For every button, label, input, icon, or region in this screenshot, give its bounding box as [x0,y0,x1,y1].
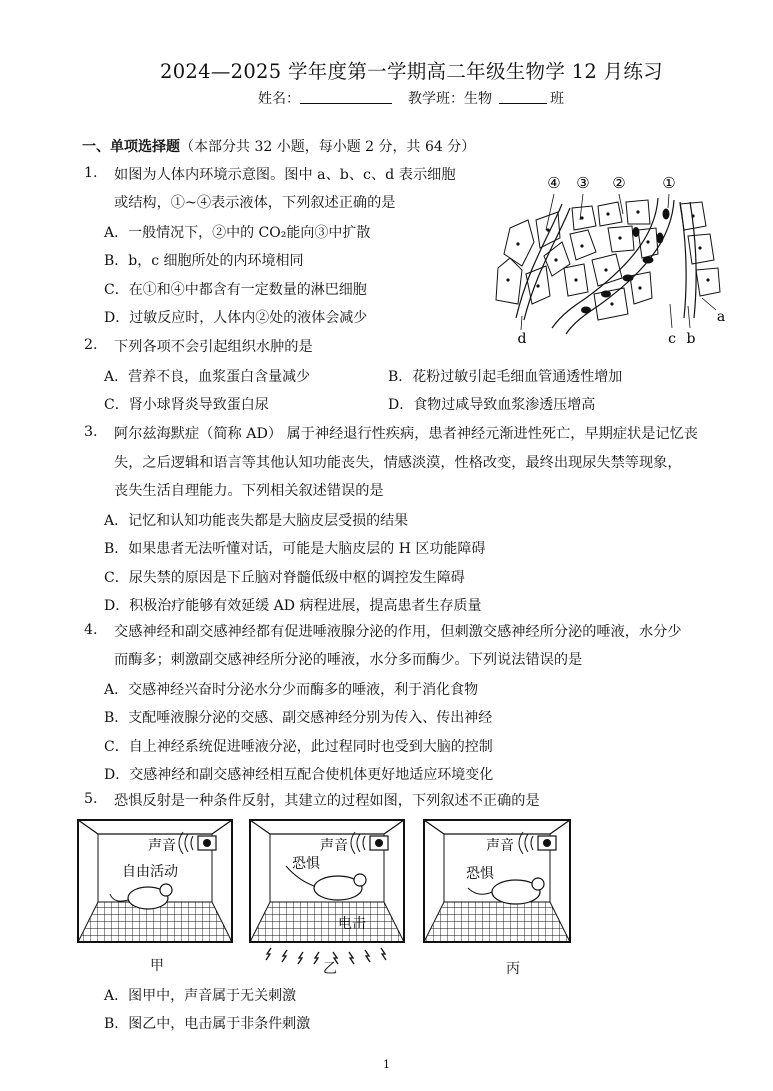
fig1-label-1: ① [662,174,676,192]
panel-yi [250,820,404,964]
panel-yi-action-label: 恐惧 [292,856,320,872]
q3-number: 3. [84,424,98,440]
fig1-label-3: ③ [576,174,590,192]
q3-option-b: B．如果患者无法听懂对话，可能是大脑皮层的 H 区功能障碍 [104,541,486,557]
panel-bing [424,820,570,942]
fig1-label-4: ④ [547,174,561,192]
internal-environment-diagram [488,168,738,348]
panel-bing-action-label: 恐惧 [466,866,494,882]
q3-stem-line3: 丧失生活自理能力。下列相关叙述错误的是 [114,483,384,499]
panel-jia-caption: 甲 [150,958,164,974]
q4-stem-line1: 交感神经和副交感神经都有促进唾液腺分泌的作用，但刺激交感神经所分泌的唾液，水分少 [114,624,682,640]
q1-option-b: B．b，c 细胞所处的内环境相同 [104,253,304,269]
panel-yi-sound-label: 声音 [320,838,348,854]
panel-bing-caption: 丙 [506,961,520,977]
q4-option-c: C．自上神经系统促进唾液分泌，此过程同时也受到大脑的控制 [104,739,493,755]
page-title: 2024—2025 学年度第一学期高二年级生物学 12 月练习 [160,60,663,83]
q5-number: 5. [84,791,98,807]
q1-stem-line2: 或结构，①~④表示液体，下列叙述正确的是 [114,195,396,211]
panel-yi-caption: 乙 [323,961,337,977]
section-note: （本部分共 32 小题，每小题 2 分，共 64 分） [180,139,476,155]
q2-option-d: D．食物过咸导致血浆渗透压增高 [388,397,596,413]
q2-option-b: B．花粉过敏引起毛细血管通透性增加 [388,369,623,385]
q1-option-d: D．过敏反应时，人体内②处的液体会减少 [104,310,368,326]
q1-option-c: C．在①和④中都含有一定数量的淋巴细胞 [104,282,367,298]
page-number: 1 [383,1058,390,1071]
fig1-label-b: b [686,331,696,347]
q4-option-b: B．支配唾液腺分泌的交感、副交感神经分别为传入、传出神经 [104,710,493,726]
q3-stem-line1: 阿尔兹海默症（简称 AD） 属于神经退行性疾病，患者神经元渐进性死亡，早期症状是记忆丧 [114,426,698,442]
q4-option-a: A．交感神经兴奋时分泌水分少而酶多的唾液，利于消化食物 [104,682,479,698]
q4-stem-line2: 而酶多；刺激副交感神经所分泌的唾液，水分多而酶少。下列说法错误的是 [114,652,583,668]
class-label: 教学班：生物 [408,91,492,107]
panel-bing-sound-label: 声音 [486,838,514,854]
name-blank [300,89,392,104]
panel-jia-action-label: 自由活动 [122,864,178,880]
panel-yi-shock-label: 电击 [338,916,366,932]
q3-option-d: D．积极治疗能够有效延缓 AD 病程进展，提高患者生存质量 [104,598,482,614]
panel-jia-sound-label: 声音 [148,838,176,854]
q1-stem-line1: 如图为人体内环境示意图。图中 a、b、c、d 表示细胞 [114,167,456,183]
q2-option-c: C．肾小球肾炎导致蛋白尿 [104,397,269,413]
q2-stem: 下列各项不会引起组织水肿的是 [114,339,313,355]
q2-option-a: A．营养不良，血浆蛋白含量减少 [104,369,311,385]
q3-stem-line2: 失，之后逻辑和语言等其他认知功能丧失，情感淡漠，性格改变，最终出现尿失禁等现象， [114,455,682,471]
fig1-label-c: c [668,331,676,347]
q2-number: 2. [84,337,98,353]
section-heading [82,136,475,156]
q4-option-d: D．交感神经和副交感神经相互配合使机体更好地适应环境变化 [104,767,494,783]
q1-option-a: A．一般情况下，②中的 CO₂能向③中扩散 [104,225,371,241]
q3-option-a: A．记忆和认知功能丧失都是大脑皮层受损的结果 [104,513,409,529]
fear-reflex-diagram [76,816,572,968]
panel-jia [78,820,232,942]
q3-option-c: C．尿失禁的原因是下丘脑对脊髓低级中枢的调控发生障碍 [104,570,465,586]
fig1-label-a: a [716,309,726,325]
q4-number: 4. [84,622,98,638]
class-suffix: 班 [550,91,564,107]
q5-option-a: A．图甲中，声音属于无关刺激 [104,988,297,1004]
section-title: 一、单项选择题 [82,139,180,155]
name-label: 姓名： [258,91,300,107]
q5-stem: 恐惧反射是一种条件反射，其建立的过程如图，下列叙述不正确的是 [114,793,540,809]
fig1-label-2: ② [612,174,626,192]
q1-number: 1. [84,165,98,181]
q5-option-b: B．图乙中，电击属于非条件刺激 [104,1016,311,1032]
class-blank [499,89,547,104]
fig1-label-d: d [517,331,527,347]
